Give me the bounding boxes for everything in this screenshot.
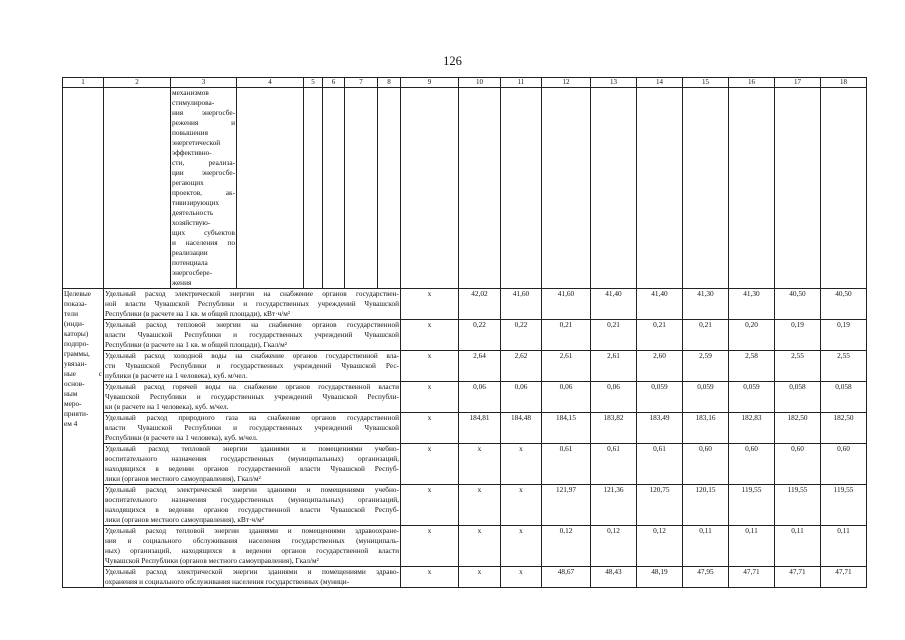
column-number-cell: 1 bbox=[63, 78, 104, 88]
text-line: публики (в расчете на 1 человека), куб. м/чел. bbox=[105, 371, 248, 380]
indicator-row bbox=[63, 413, 867, 444]
value-col-17: 119,55 bbox=[775, 485, 821, 526]
column-number-cell: 8 bbox=[378, 78, 401, 88]
value-col-17: 0,60 bbox=[775, 444, 821, 485]
value-col-14: 0,059 bbox=[637, 382, 683, 413]
value-col-10: x bbox=[459, 485, 501, 526]
column-number-cell: 15 bbox=[683, 78, 729, 88]
indicator-row bbox=[63, 567, 867, 588]
value-col-15: 41,30 bbox=[683, 289, 729, 320]
value-col-14: 2,60 bbox=[637, 351, 683, 382]
indicator-description-cell bbox=[104, 382, 401, 413]
value-col-9: x bbox=[401, 526, 459, 567]
value-col-15: 0,21 bbox=[683, 320, 729, 351]
indicator-row bbox=[63, 444, 867, 485]
text-line: Удельный расход тепловой энергии зданиями и помещениями здравоохране- bbox=[105, 526, 399, 535]
text-line: ем 4 bbox=[64, 419, 78, 428]
value-col-12: 0,61 bbox=[542, 444, 591, 485]
value-col-11: 184,48 bbox=[501, 413, 542, 444]
text-line: энергетической bbox=[172, 138, 221, 147]
text-line: Удельный расход электрической энергии зданиями и помещениями учебно- bbox=[105, 485, 399, 494]
measure-continuation-row bbox=[63, 88, 867, 289]
value-col-13: 0,12 bbox=[591, 526, 637, 567]
text-line: лики (органов местного самоуправления), Гкал/м² bbox=[105, 474, 261, 483]
indicator-row bbox=[63, 526, 867, 567]
value-col-18: 0,11 bbox=[821, 526, 867, 567]
column-number-cell: 17 bbox=[775, 78, 821, 88]
column-number-cell: 5 bbox=[304, 78, 323, 88]
value-col-12: 0,21 bbox=[542, 320, 591, 351]
value-col-13: 41,40 bbox=[591, 289, 637, 320]
value-col-15: 2,59 bbox=[683, 351, 729, 382]
value-col-10: x bbox=[459, 567, 501, 588]
column-number-cell: 10 bbox=[459, 78, 501, 88]
empty-cell bbox=[637, 88, 683, 289]
value-col-18: 2,55 bbox=[821, 351, 867, 382]
column-number-cell: 4 bbox=[237, 78, 304, 88]
value-col-11: x bbox=[501, 444, 542, 485]
column-number-cell: 11 bbox=[501, 78, 542, 88]
value-col-11: 2,62 bbox=[501, 351, 542, 382]
value-col-11: 0,06 bbox=[501, 382, 542, 413]
value-col-13: 2,61 bbox=[591, 351, 637, 382]
column-number-cell: 18 bbox=[821, 78, 867, 88]
text-line: ния энергосбе- bbox=[172, 108, 235, 117]
value-col-18: 47,71 bbox=[821, 567, 867, 588]
value-col-18: 0,60 bbox=[821, 444, 867, 485]
text-line: Чувашской Республики (органов местного самоуправления), Гкал/м² bbox=[105, 556, 319, 565]
text-line: воспитательного назначения государственных (муниципальных) организаций, bbox=[105, 454, 399, 463]
value-col-14: 0,61 bbox=[637, 444, 683, 485]
text-line: сти Чувашской Республики и государственных учреждений Чувашской Рес- bbox=[105, 361, 399, 370]
text-line: власти Чувашской Республики и государственных учреждений Чувашской bbox=[105, 330, 399, 339]
empty-cell bbox=[237, 88, 304, 289]
text-line: повышения bbox=[172, 128, 208, 137]
empty-cell bbox=[542, 88, 591, 289]
indicator-description-cell bbox=[104, 320, 401, 351]
value-col-10: 0,06 bbox=[459, 382, 501, 413]
value-col-9: x bbox=[401, 485, 459, 526]
text-line: жения bbox=[172, 278, 192, 287]
empty-cell bbox=[501, 88, 542, 289]
text-line: механизмов bbox=[172, 88, 209, 97]
value-col-11: 41,60 bbox=[501, 289, 542, 320]
indicator-description-cell bbox=[104, 567, 401, 588]
empty-cell bbox=[683, 88, 729, 289]
text-line: ным bbox=[64, 389, 78, 398]
empty-cell bbox=[401, 88, 459, 289]
value-col-13: 183,82 bbox=[591, 413, 637, 444]
value-col-12: 0,06 bbox=[542, 382, 591, 413]
text-line: эффективно- bbox=[172, 148, 212, 157]
text-line: сти, реализа- bbox=[172, 158, 235, 167]
text-line: потенциала bbox=[172, 258, 208, 267]
value-col-17: 2,55 bbox=[775, 351, 821, 382]
text-line: энергосбере- bbox=[172, 268, 213, 277]
text-line: основ- bbox=[64, 379, 85, 388]
text-line: хозяйствую- bbox=[172, 218, 211, 227]
value-col-14: 120,75 bbox=[637, 485, 683, 526]
value-col-17: 0,058 bbox=[775, 382, 821, 413]
empty-cell bbox=[591, 88, 637, 289]
text-line: Удельный расход природного газа на снабжение органов государственной bbox=[105, 413, 399, 422]
indicator-description-cell bbox=[104, 485, 401, 526]
indicator-description-cell bbox=[104, 444, 401, 485]
value-col-10: x bbox=[459, 526, 501, 567]
indicator-row bbox=[63, 351, 867, 382]
value-col-18: 0,19 bbox=[821, 320, 867, 351]
text-line: прияти- bbox=[64, 409, 89, 418]
text-line: Удельный расход холодной воды на снабжение органов государственной вла- bbox=[105, 351, 399, 360]
value-col-15: 47,95 bbox=[683, 567, 729, 588]
value-col-12: 184,15 bbox=[542, 413, 591, 444]
value-col-9: x bbox=[401, 567, 459, 588]
text-line: Удельный расход электрической энергии на снабжение органов государствен- bbox=[105, 289, 399, 298]
value-col-16: 182,83 bbox=[729, 413, 775, 444]
value-col-18: 119,55 bbox=[821, 485, 867, 526]
value-col-17: 0,19 bbox=[775, 320, 821, 351]
text-line: ные с bbox=[64, 369, 102, 378]
text-line: ной власти Чувашской Республики и государственных учреждений Чувашской bbox=[105, 299, 399, 308]
text-line: Чувашской Республики и государственных учреждений Чувашской Республи- bbox=[105, 392, 399, 401]
value-col-11: x bbox=[501, 567, 542, 588]
value-col-11: 0,22 bbox=[501, 320, 542, 351]
table-body bbox=[63, 88, 867, 588]
column-number-cell: 6 bbox=[323, 78, 345, 88]
text-line: реализации bbox=[172, 248, 208, 257]
value-col-9: x bbox=[401, 382, 459, 413]
value-col-14: 41,40 bbox=[637, 289, 683, 320]
empty-cell bbox=[104, 88, 171, 289]
page-number: 126 bbox=[443, 54, 462, 68]
text-line: режения и bbox=[172, 118, 235, 127]
column-number-cell: 7 bbox=[345, 78, 378, 88]
text-line: регающих bbox=[172, 178, 204, 187]
value-col-13: 48,43 bbox=[591, 567, 637, 588]
text-line: и населения по bbox=[172, 238, 235, 247]
indicator-description-cell bbox=[104, 526, 401, 567]
value-col-14: 0,21 bbox=[637, 320, 683, 351]
value-col-15: 0,60 bbox=[683, 444, 729, 485]
text-line: деятельность bbox=[172, 208, 214, 217]
indicator-description-cell bbox=[104, 351, 401, 382]
empty-cell bbox=[378, 88, 401, 289]
value-col-17: 0,11 bbox=[775, 526, 821, 567]
value-col-13: 121,36 bbox=[591, 485, 637, 526]
empty-cell bbox=[729, 88, 775, 289]
column-number-cell: 2 bbox=[104, 78, 171, 88]
value-col-10: 0,22 bbox=[459, 320, 501, 351]
empty-cell bbox=[323, 88, 345, 289]
indicators-label-cell bbox=[63, 289, 104, 588]
text-line: находящихся в ведении органов государственной власти Чувашской Респуб- bbox=[105, 464, 399, 473]
indicator-description-cell bbox=[104, 289, 401, 320]
value-col-14: 183,49 bbox=[637, 413, 683, 444]
text-line: Целевые bbox=[64, 289, 91, 298]
text-line: ки (в расчете на 1 человека), куб. м/чел. bbox=[105, 402, 229, 411]
value-col-11: x bbox=[501, 526, 542, 567]
value-col-9: x bbox=[401, 320, 459, 351]
column-number-cell: 3 bbox=[171, 78, 237, 88]
measure-description-cell bbox=[171, 88, 237, 289]
indicators-table bbox=[62, 77, 867, 588]
indicator-row bbox=[63, 289, 867, 320]
value-col-9: x bbox=[401, 444, 459, 485]
value-col-14: 48,19 bbox=[637, 567, 683, 588]
text-line: Удельный расход электрической энергии зданиями и помещениями здраво- bbox=[105, 567, 399, 576]
text-line: увязан- bbox=[64, 359, 87, 368]
text-line: ных) организаций, находящихся в ведении органов государственной власти bbox=[105, 546, 399, 555]
value-col-18: 40,50 bbox=[821, 289, 867, 320]
value-col-10: x bbox=[459, 444, 501, 485]
value-col-18: 182,50 bbox=[821, 413, 867, 444]
column-number-cell: 13 bbox=[591, 78, 637, 88]
column-number-row bbox=[63, 78, 867, 88]
column-number-cell: 16 bbox=[729, 78, 775, 88]
column-number-cell: 12 bbox=[542, 78, 591, 88]
text-line: Республики (в расчете на 1 человека), куб. м/чел. bbox=[105, 433, 258, 442]
value-col-11: x bbox=[501, 485, 542, 526]
indicator-row bbox=[63, 485, 867, 526]
value-col-14: 0,12 bbox=[637, 526, 683, 567]
text-line: граммы, bbox=[64, 349, 90, 358]
text-line: (инди- bbox=[64, 319, 85, 328]
value-col-16: 0,059 bbox=[729, 382, 775, 413]
empty-cell bbox=[459, 88, 501, 289]
value-col-9: x bbox=[401, 413, 459, 444]
value-col-12: 41,60 bbox=[542, 289, 591, 320]
value-col-16: 119,55 bbox=[729, 485, 775, 526]
value-col-10: 184,81 bbox=[459, 413, 501, 444]
value-col-10: 42,02 bbox=[459, 289, 501, 320]
value-col-12: 121,97 bbox=[542, 485, 591, 526]
text-line: Удельный расход тепловой энергии зданиями и помещениями учебно- bbox=[105, 444, 399, 453]
text-line: тели bbox=[64, 309, 78, 318]
text-line: каторы) bbox=[64, 329, 89, 338]
text-line: Республики (в расчете на 1 кв. м общей площади), кВт·ч/м² bbox=[105, 309, 291, 318]
text-line: лики (органов местного самоуправления), кВт·ч/м² bbox=[105, 515, 264, 524]
text-line: охранения и социального обслуживания населения государственных (муници- bbox=[105, 577, 350, 586]
empty-cell bbox=[345, 88, 378, 289]
value-col-15: 0,11 bbox=[683, 526, 729, 567]
column-number-cell: 9 bbox=[401, 78, 459, 88]
value-col-9: x bbox=[401, 289, 459, 320]
text-line: находящихся в ведении органов государственной власти Чувашской Респуб- bbox=[105, 505, 399, 514]
value-col-15: 120,15 bbox=[683, 485, 729, 526]
value-col-13: 0,21 bbox=[591, 320, 637, 351]
value-col-16: 47,71 bbox=[729, 567, 775, 588]
value-col-17: 40,50 bbox=[775, 289, 821, 320]
value-col-16: 41,30 bbox=[729, 289, 775, 320]
text-line: ции энергосбе- bbox=[172, 168, 235, 177]
empty-cell bbox=[775, 88, 821, 289]
text-line: проектов, ак- bbox=[172, 188, 235, 197]
empty-cell bbox=[821, 88, 867, 289]
text-line: щих субъектов bbox=[172, 228, 235, 237]
text-line: ния и социального обслуживания населения государственных (муниципаль- bbox=[105, 536, 399, 545]
text-line: подпро- bbox=[64, 339, 89, 348]
indicator-description-cell bbox=[104, 413, 401, 444]
value-col-18: 0,058 bbox=[821, 382, 867, 413]
text-line: Удельный расход тепловой энергии на снабжение органов государственной bbox=[105, 320, 399, 329]
text-line: Удельный расход горячей воды на снабжение органов государственной власти bbox=[105, 382, 399, 391]
text-line: Республики (в расчете на 1 кв. м общей площади), Гкал/м² bbox=[105, 340, 287, 349]
column-number-cell: 14 bbox=[637, 78, 683, 88]
text-line: воспитательного назначения государственных (муниципальных) организаций, bbox=[105, 495, 399, 504]
text-line: меро- bbox=[64, 399, 82, 408]
indicator-row bbox=[63, 382, 867, 413]
text-line: власти Чувашской Республики и государственных учреждений Чувашской bbox=[105, 423, 399, 432]
value-col-12: 2,61 bbox=[542, 351, 591, 382]
value-col-9: x bbox=[401, 351, 459, 382]
value-col-10: 2,64 bbox=[459, 351, 501, 382]
value-col-12: 0,12 bbox=[542, 526, 591, 567]
text-line: стимулирова- bbox=[172, 98, 215, 107]
indicator-row bbox=[63, 320, 867, 351]
value-col-16: 0,20 bbox=[729, 320, 775, 351]
value-col-15: 183,16 bbox=[683, 413, 729, 444]
value-col-13: 0,61 bbox=[591, 444, 637, 485]
text-line: тивизирующих bbox=[172, 198, 220, 207]
value-col-16: 0,11 bbox=[729, 526, 775, 567]
value-col-17: 47,71 bbox=[775, 567, 821, 588]
empty-cell bbox=[63, 88, 104, 289]
empty-cell bbox=[304, 88, 323, 289]
text-line: показа- bbox=[64, 299, 87, 308]
value-col-17: 182,50 bbox=[775, 413, 821, 444]
value-col-16: 2,58 bbox=[729, 351, 775, 382]
value-col-16: 0,60 bbox=[729, 444, 775, 485]
value-col-13: 0,06 bbox=[591, 382, 637, 413]
value-col-12: 48,67 bbox=[542, 567, 591, 588]
value-col-15: 0,059 bbox=[683, 382, 729, 413]
